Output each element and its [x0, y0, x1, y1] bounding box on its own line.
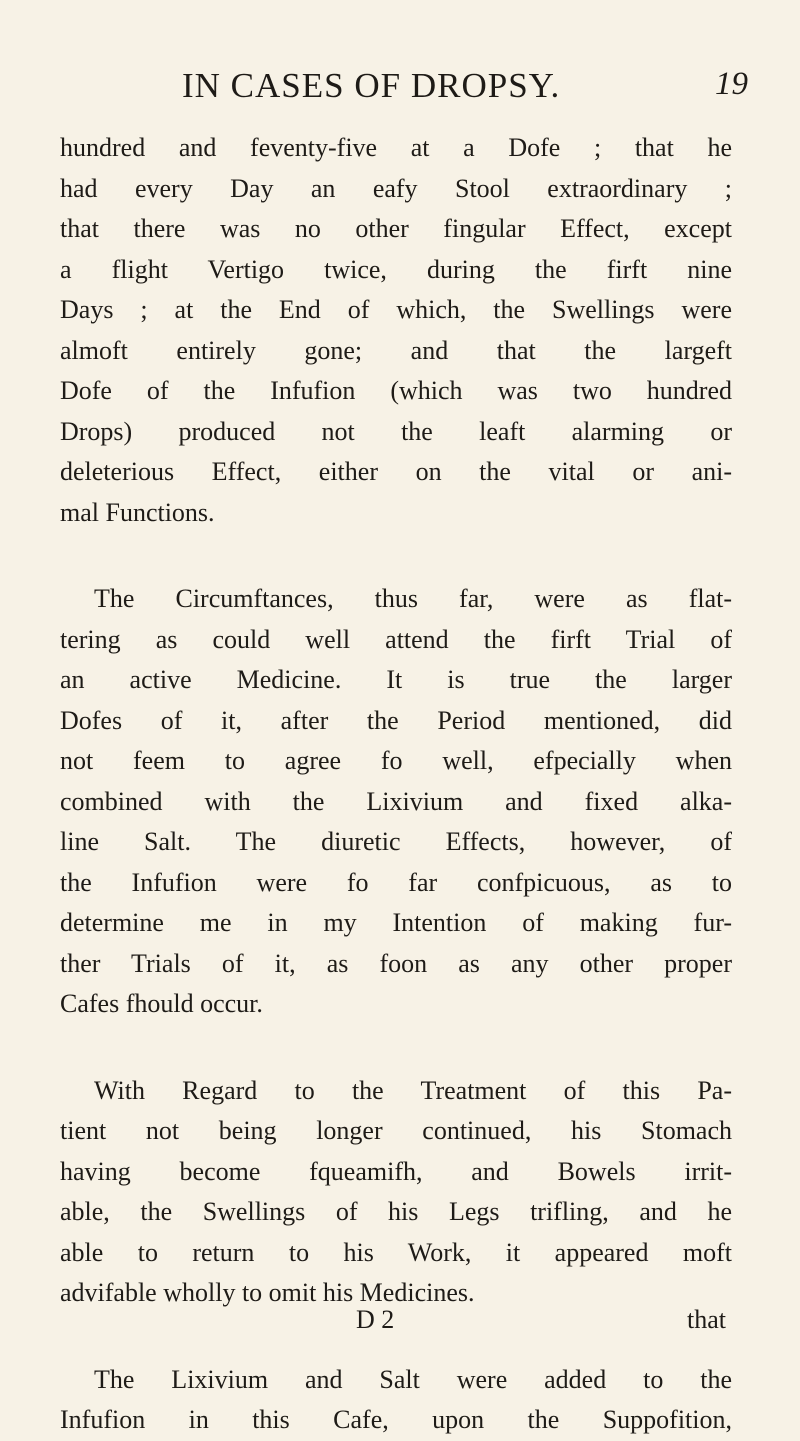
text-line: Dofes of it, after the Period mentioned, did: [60, 705, 732, 735]
text-line: Cafes fhould occur.: [60, 989, 263, 1018]
text-line: Infufion in this Cafe, upon the Suppofition,: [60, 1405, 732, 1434]
text-line: an active Medicine. It is true the larger: [60, 665, 732, 694]
text-line: the Infufion were fo far confpicuous, as to: [60, 867, 732, 897]
paragraph-2: [60, 579, 732, 1025]
text-line: that there was no other fingular Effect, except: [60, 214, 732, 243]
text-line: not feem to agree fo well, efpecially when: [60, 746, 732, 775]
text-line: The Circumftances, thus far, were as flat-: [94, 584, 732, 613]
text-line: hundred and feventy-five at a Dofe ; that he: [60, 133, 732, 162]
text-line: tient not being longer continued, his Stomach: [60, 1116, 732, 1145]
text-line: able, the Swellings of his Legs trifling, and he: [60, 1197, 732, 1226]
paragraph-4: [60, 1360, 732, 1441]
text-line: tering as could well attend the firft Trial of: [60, 624, 732, 654]
body-text: [60, 128, 732, 1441]
running-head: IN CASES OF DROPSY.: [182, 66, 561, 105]
text-line: Drops) produced not the leaft alarming or: [60, 416, 732, 446]
catchword: that: [687, 1305, 726, 1334]
text-line: deleterious Effect, either on the vital or ani-: [60, 457, 732, 486]
text-line: line Salt. The diuretic Effects, however, of: [60, 827, 732, 856]
text-line: having become fqueamifh, and Bowels irrit-: [60, 1156, 732, 1186]
text-line: With Regard to the Treatment of this Pa-: [94, 1075, 732, 1105]
paragraph-3: [60, 1071, 732, 1314]
text-line: almoft entirely gone; and that the largeft: [60, 335, 732, 365]
text-line: had every Day an eafy Stool extraordinary ;: [60, 173, 732, 203]
signature-mark: D 2: [356, 1305, 395, 1334]
text-line: determine me in my Intention of making fur-: [60, 908, 732, 937]
text-line: The Lixivium and Salt were added to the: [94, 1364, 732, 1394]
text-line: mal Functions.: [60, 497, 215, 527]
text-line: advifable wholly to omit his Medicines.: [60, 1278, 475, 1307]
text-line: Dofe of the Infufion (which was two hundred: [60, 376, 732, 405]
text-line: Days ; at the End of which, the Swellings were: [60, 295, 732, 324]
text-line: combined with the Lixivium and fixed alka-: [60, 786, 732, 816]
text-line: a flight Vertigo twice, during the firft nine: [60, 254, 732, 284]
text-line: ther Trials of it, as foon as any other proper: [60, 948, 732, 978]
paragraph-1: [60, 128, 732, 533]
text-line: able to return to his Work, it appeared moft: [60, 1237, 732, 1267]
page-number: 19: [715, 66, 748, 102]
